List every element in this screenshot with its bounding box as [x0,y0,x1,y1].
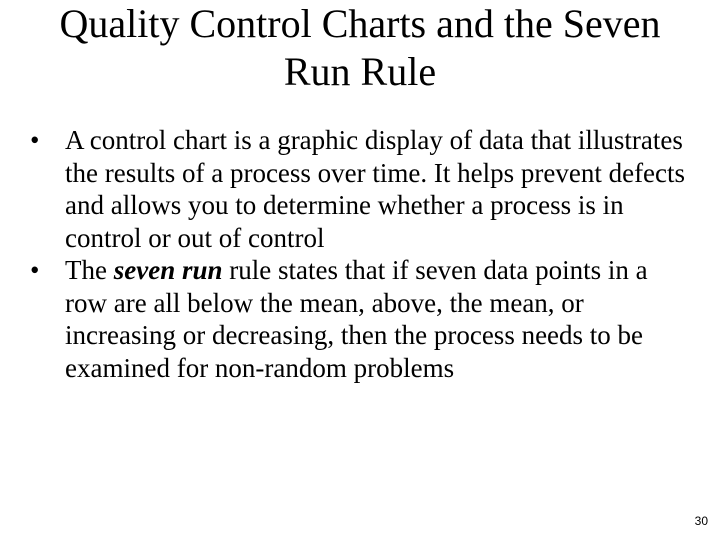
bullet-dot-icon: • [30,255,40,285]
bullet-emphasis-seven-run: seven run [113,255,223,285]
bullet-text-suffix: rule states that if seven data points in a row are all below the mean, above, the mean, or increasing or decreasing, then the process needs to be examined for non-random problems [65,255,648,383]
bullet-item-seven-run-rule [30,254,690,384]
bullet-dot-icon: • [30,125,40,155]
page-number: 30 [694,514,708,528]
bullet-list [30,124,690,384]
bullet-text-prefix: The [65,255,114,285]
bullet-text: A control chart is a graphic display of data that illustrates the results of a process over time. It helps prevent defects and allows you to determine whether a process is in control or out of control [65,125,686,253]
bullet-item-control-chart [30,124,690,254]
slide-title-line-2: Run Rule [283,49,437,94]
slide-title-line-1: Quality Control Charts and the Seven [59,1,661,46]
slide-title [10,0,710,96]
